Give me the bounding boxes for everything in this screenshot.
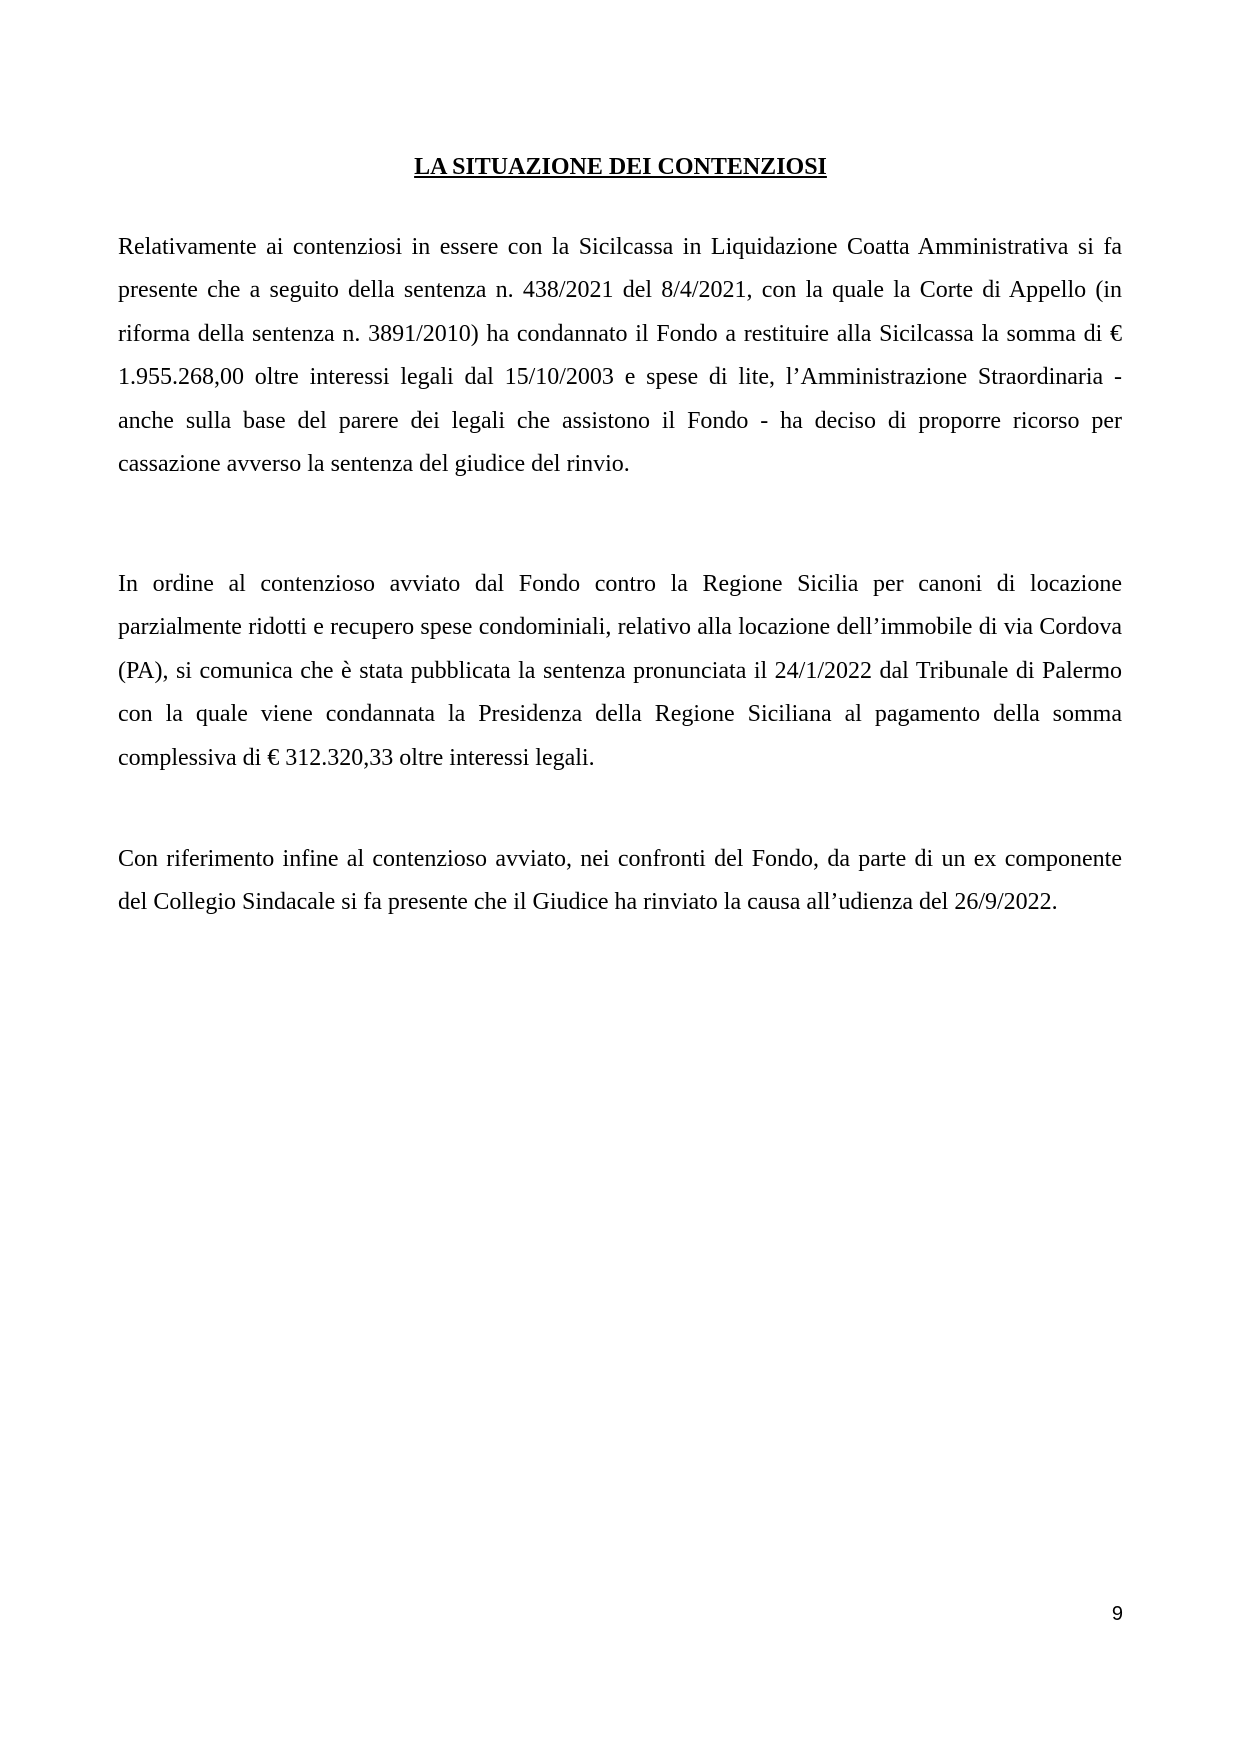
section-title: LA SITUAZIONE DEI CONTENZIOSI — [414, 154, 827, 180]
page-number: 9 — [1111, 1603, 1123, 1625]
paragraph-regione-sicilia: In ordine al contenzioso avviato dal Fondo contro la Regione Sicilia per canoni di locazione parzialmente ridotti e recupero spese condominiali, relativo alla locazione dell’immobile di via Cordova (PA), si comunica che è stata pubblicata la sentenza pronunciata il 24/1/2022 dal Tribunale di Palermo con la quale viene condannata la Presidenza della Regione Siciliana al pagamento della somma complessiva di € 312.320,33 oltre interessi legali. — [118, 571, 1122, 771]
paragraph-sicilcassa: Relativamente ai contenziosi in essere con la Sicilcassa in Liquidazione Coatta Amministrativa si fa presente che a seguito della sentenza n. 438/2021 del 8/4/2021, con la quale la Corte di Appello (in riforma della sentenza n. 3891/2010) ha condannato il Fondo a restituire alla Sicilcassa la somma di € 1.955.268,00 oltre interessi legali dal 15/10/2003 e spese di lite, l’Amministrazione Straordinaria - anche sulla base del parere dei legali che assistono il Fondo - ha deciso di proporre ricorso per cassazione avverso la sentenza del giudice del rinvio. — [118, 234, 1122, 478]
paragraph-collegio-sindacale: Con riferimento infine al contenzioso avviato, nei confronti del Fondo, da parte di un ex componente del Collegio Sindacale si fa presente che il Giudice ha rinviato la causa all’udienza del 26/9/2022. — [118, 846, 1122, 916]
